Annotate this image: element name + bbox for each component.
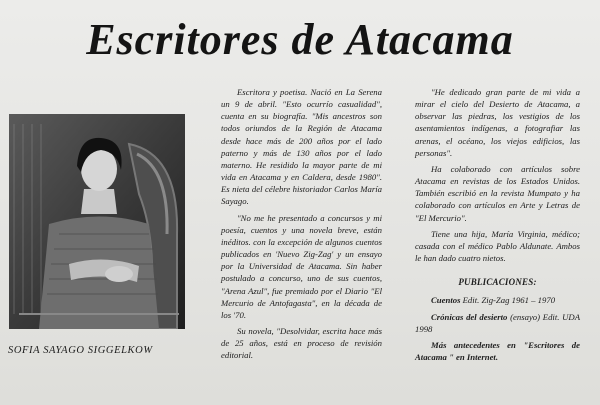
publication-item bbox=[415, 311, 580, 335]
more-info-note: Más antecedentes en "Escritores de Atacama " en Internet. bbox=[415, 339, 580, 362]
photo-caption: SOFIA SAYAGO SIGGELKOW bbox=[8, 345, 153, 356]
article-paragraph: "No me he presentado a concursos y mi poesía, cuentos y una novela breve, están inéditos. con la excepción de algunos cuentos publicados en 'Nuevo Zig-Zag' y un ensayo por la Universidad de Atacama. Sin haber postulado a concurso, uno de sus cuentos, "Arena Azul", fue premiado por el Diario "El Mercurio de Antofagasta", en la década de los '70. bbox=[221, 212, 382, 320]
publication-detail: Edit. Zig-Zag 1961 – 1970 bbox=[460, 295, 556, 306]
article-paragraph: Su novela, "Desolvidar, escrita hace más de 25 años, está en proceso de revisión editorial. bbox=[221, 325, 382, 361]
publication-detail: (ensayo) Edit. UDA 1998 bbox=[415, 311, 580, 334]
article-paragraph: Tiene una hija, María Virginia, médico; casada con el médico Pablo Aldunate. Ambos le han dado cuatro nietos. bbox=[415, 228, 580, 264]
page-title: Escritores de Atacama bbox=[86, 15, 514, 64]
author-portrait-image bbox=[9, 114, 185, 329]
publication-title: Cuentos bbox=[431, 295, 461, 306]
article-paragraph: Escritora y poetisa. Nació en La Serena un 9 de abril. "Esto ocurrío casualidad", cuenta en su biografía. "Mis ancestros son todos oriundos de la Región de Atacama desde hace más de 200 años por el lado paterno y más de 130 años por el lado materno. He residido la mayor parte de mi vida en Atacama y en Caldera, desde 1980". Es nieta del célebre historiador Carlos María Sayago. bbox=[221, 87, 382, 207]
article-paragraph: "He dedicado gran parte de mi vida a mirar el cielo del Desierto de Atacama, a observar las piedras, los vestigios de los asentamientos indígenas, a fotografiar las arenas, el océano, los viejos edificios, las personas". bbox=[415, 87, 580, 158]
publication-title: Crónicas del desierto bbox=[431, 311, 508, 322]
publications-heading: PUBLICACIONES: bbox=[458, 277, 537, 288]
article-column-left bbox=[221, 86, 382, 365]
publication-item bbox=[415, 294, 580, 306]
article-column-right bbox=[415, 86, 580, 367]
article-paragraph: Ha colaborado con artículos sobre Atacama en revistas de los Estados Unidos. También escribió en la revista Mumpato y ha colaborado con artículos en Arte y Letras de "El Mercurio". bbox=[415, 163, 580, 223]
author-photo bbox=[9, 114, 185, 329]
